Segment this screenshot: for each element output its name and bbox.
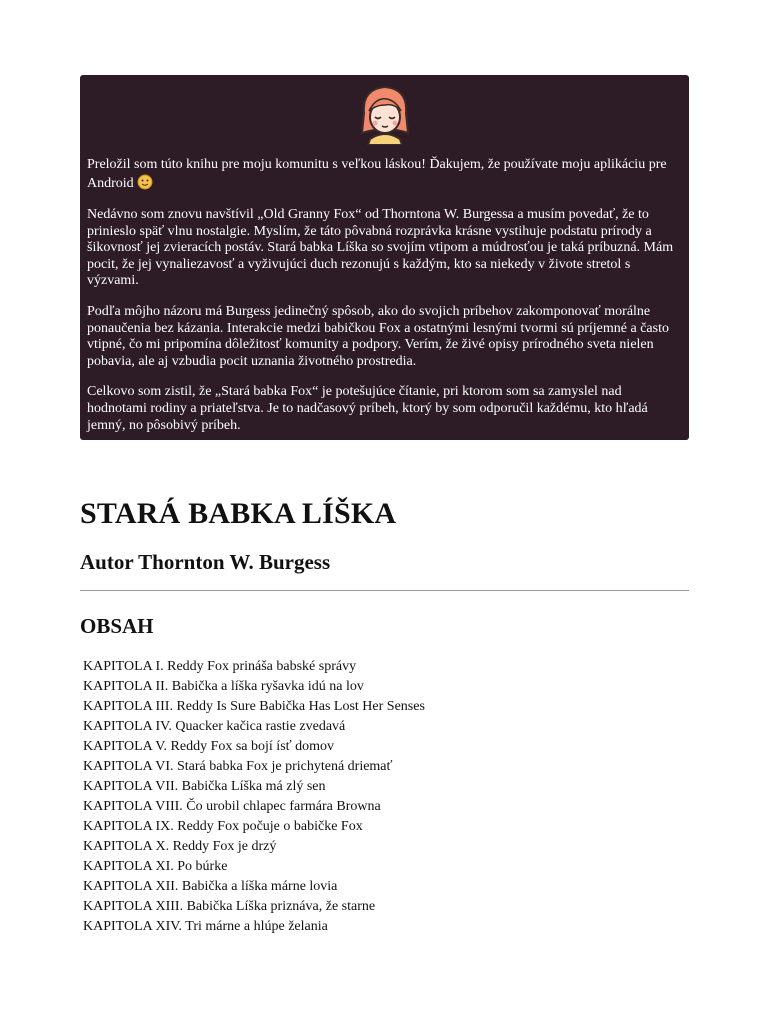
- toc-item[interactable]: KAPITOLA XII. Babička a líška márne lovia: [83, 879, 338, 894]
- toc-item[interactable]: KAPITOLA II. Babička a líška ryšavka idú na lov: [83, 679, 364, 694]
- toc-item[interactable]: KAPITOLA I. Reddy Fox prináša babské správy: [83, 659, 357, 674]
- note-paragraph: Nedávno som znovu navštívil „Old Granny Fox“ od Thorntona W. Burgessa a musím povedať, že to prinieslo späť vlnu nostalgie. Myslím, že táto pôvabná rozprávka krásne vystihuje podstatu prírody a šikovnosť jej zvieracích postáv. Stará babka Líška so svojím vtipom a múdrosťou je taká príbuzná. Mám pocit, že jej vynaliezavosť a vyživujúci duch rezonujú s každým, kto sa niekedy v živote stretol s výzvami.: [87, 207, 674, 289]
- toc-item[interactable]: KAPITOLA X. Reddy Fox je drzý: [83, 839, 277, 854]
- toc-item[interactable]: KAPITOLA VIII. Čo urobil chlapec farmára Browna: [83, 799, 381, 814]
- toc-item[interactable]: KAPITOLA IV. Quacker kačica rastie zvedavá: [83, 719, 346, 734]
- divider: [80, 590, 689, 591]
- toc-item[interactable]: KAPITOLA XIII. Babička Líška priznáva, že starne: [83, 899, 376, 914]
- toc-heading: OBSAH: [80, 614, 154, 638]
- book-author: Autor Thornton W. Burgess: [80, 550, 331, 574]
- smiling-face-emoji-icon: [137, 174, 153, 190]
- girl-avatar-icon: [356, 83, 414, 145]
- toc-item[interactable]: KAPITOLA VII. Babička Líška má zlý sen: [83, 779, 326, 794]
- note-paragraph: Celkovo som zistil, že „Stará babka Fox“ je potešujúce čítanie, pri ktorom som sa zamyslel nad hodnotami rodiny a priateľstva. Je to nadčasový príbeh, ktorý by som odporučil každému, kto hľadá jemný, no pôsobivý príbeh.: [87, 384, 648, 433]
- translator-note: [80, 75, 689, 440]
- toc-item[interactable]: KAPITOLA V. Reddy Fox sa bojí ísť domov: [83, 739, 335, 754]
- book-title: STARÁ BABKA LÍŠKA: [80, 497, 397, 530]
- toc-item[interactable]: KAPITOLA XIV. Tri márne a hlúpe želania: [83, 919, 328, 934]
- table-of-contents: [83, 657, 425, 937]
- toc-item[interactable]: KAPITOLA VI. Stará babka Fox je prichytená driemať: [83, 759, 393, 774]
- toc-item[interactable]: KAPITOLA III. Reddy Is Sure Babička Has Lost Her Senses: [83, 699, 425, 714]
- note-paragraph: Podľa môjho názoru má Burgess jedinečný spôsob, ako do svojich príbehov zakomponovať morálne ponaučenia bez kázania. Interakcie medzi babičkou Fox a ostatnými lesnými tvormi sú príjemné a často vtipné, čo mi pripomína dôležitosť komunity a podpory. Verím, že živé opisy prírodného sveta nielen pobavia, ale aj vzbudia pocit uznania životného prostredia.: [87, 303, 669, 369]
- toc-item[interactable]: KAPITOLA IX. Reddy Fox počuje o babičke Fox: [83, 819, 363, 834]
- toc-item[interactable]: KAPITOLA XI. Po búrke: [83, 859, 228, 874]
- note-paragraph: Preložil som túto knihu pre moju komunitu s veľkou láskou! Ďakujem, že používate moju aplikáciu pre Android: [87, 157, 667, 191]
